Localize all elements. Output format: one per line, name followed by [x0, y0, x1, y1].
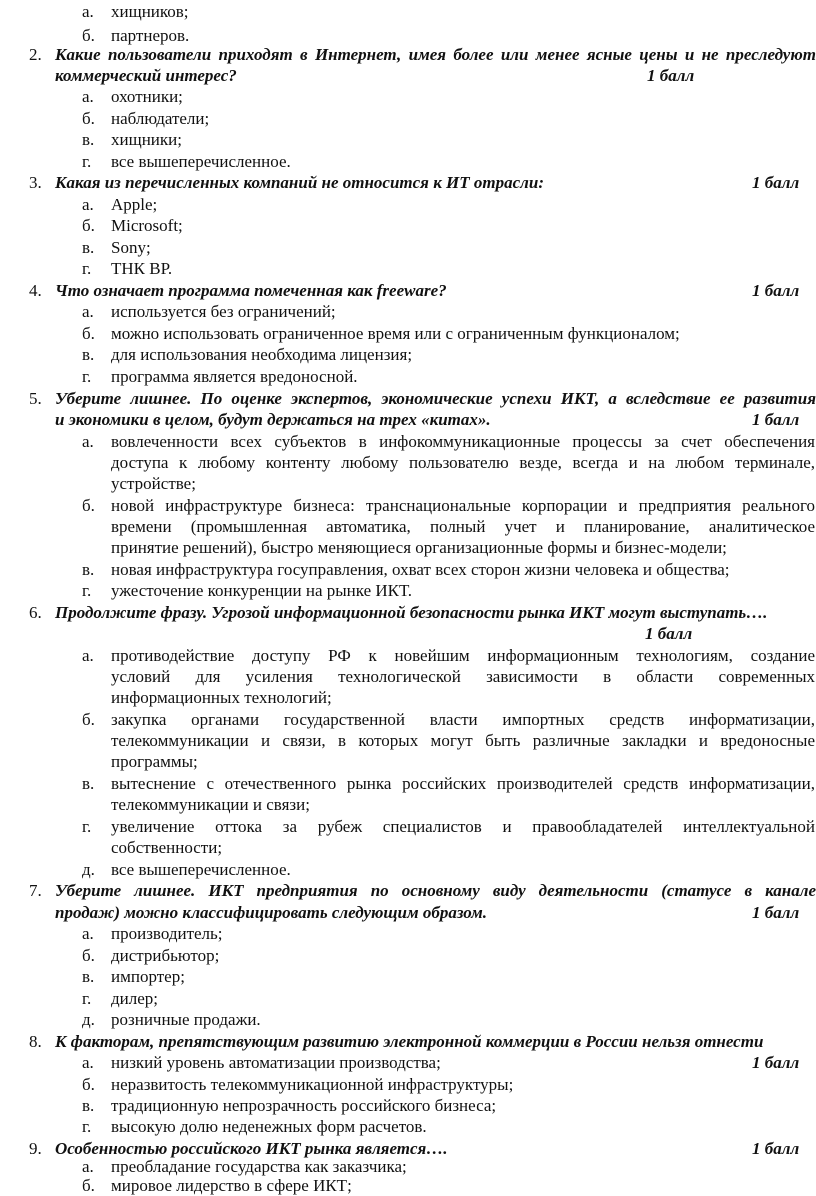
option-letter: в. — [82, 238, 95, 257]
option-text: вовлеченности всех субъектов в инфокоммуникационные процессы за счет обеспечения — [111, 432, 815, 451]
question-text: Особенностью российского ИКТ рынка является…. — [55, 1139, 448, 1158]
option-letter: д. — [82, 860, 95, 879]
points-label: 1 балл — [752, 903, 800, 922]
points-label: 1 балл — [752, 410, 800, 429]
option-text: низкий уровень автоматизации производства; — [111, 1053, 441, 1072]
option-text: дилер; — [111, 989, 158, 1008]
option-text: ТНК ВР. — [111, 259, 173, 278]
question-text: и экономики в целом, будут держаться на трех «китах». — [55, 410, 491, 429]
option-text: неразвитость телекоммуникационной инфраструктуры; — [111, 1075, 514, 1094]
option-text: хищников; — [111, 2, 189, 21]
option-text: ужесточение конкуренции на рынке ИКТ. — [111, 581, 412, 600]
option-letter: б. — [82, 216, 95, 235]
points-label: 1 балл — [752, 281, 800, 300]
question-number: 7. — [29, 881, 42, 900]
question-text: К факторам, препятствующим развитию электронной коммерции в России нельзя отнести — [55, 1032, 764, 1051]
option-text: импортер; — [111, 967, 185, 986]
points-label: 1 балл — [752, 173, 800, 192]
option-letter: а. — [82, 87, 94, 106]
option-letter: б. — [82, 1176, 95, 1195]
option-text: доступа к любому контенту любому пользователю везде, всегда и на любом терминале, — [111, 453, 815, 472]
option-text: программа является вредоносной. — [111, 367, 358, 386]
option-letter: г. — [82, 1117, 92, 1136]
question-number: 2. — [29, 45, 42, 64]
option-letter: г. — [82, 581, 92, 600]
question-text: продаж) можно классифицировать следующим образом. — [55, 903, 488, 922]
option-letter: г. — [82, 259, 92, 278]
option-text: программы; — [111, 752, 198, 771]
option-text: высокую долю неденежных форм расчетов. — [111, 1117, 427, 1136]
option-letter: г. — [82, 817, 92, 836]
option-letter: а. — [82, 195, 94, 214]
option-text: телекоммуникации и связи; — [111, 795, 310, 814]
option-text: для использования необходима лицензия; — [111, 345, 413, 364]
option-text: информационных технологий; — [111, 688, 332, 707]
option-letter: а. — [82, 302, 94, 321]
question-text: Уберите лишнее. По оценке экспертов, экономические успехи ИКТ, а вследствие ее развития — [55, 389, 816, 408]
question-number: 9. — [29, 1139, 42, 1158]
question-number: 8. — [29, 1032, 42, 1051]
points-label: 1 балл — [645, 624, 693, 643]
points-label: 1 балл — [752, 1139, 800, 1158]
option-letter: в. — [82, 345, 95, 364]
option-text: все вышеперечисленное. — [111, 860, 291, 879]
question-number: 3. — [29, 173, 42, 192]
option-text: традиционную непрозрачность российского бизнеса; — [111, 1096, 497, 1115]
option-text: хищники; — [111, 130, 182, 149]
option-letter: б. — [82, 946, 95, 965]
option-text: Microsoft; — [111, 216, 183, 235]
question-text: Какая из перечисленных компаний не относится к ИТ отрасли: — [55, 173, 545, 192]
option-letter: г. — [82, 367, 92, 386]
question-text: Продолжите фразу. Угрозой информационной безопасности рынка ИКТ могут выступать…. — [55, 603, 768, 622]
option-letter: б. — [82, 324, 95, 343]
option-text: розничные продажи. — [111, 1010, 261, 1029]
option-text: Sony; — [111, 238, 151, 257]
option-text: наблюдатели; — [111, 109, 210, 128]
option-letter: б. — [82, 496, 95, 515]
option-text: новая инфраструктура госуправления, охват всех сторон жизни человека и общества; — [111, 560, 730, 579]
option-letter: а. — [82, 646, 94, 665]
option-text: закупка органами государственной власти импортных средств информатизации, — [111, 710, 815, 729]
option-text: мировое лидерство в сфере ИКТ; — [111, 1176, 352, 1195]
question-number: 5. — [29, 389, 42, 408]
question-text: Какие пользователи приходят в Интернет, имея более или менее ясные цены и не преследуют — [55, 45, 816, 64]
option-text: охотники; — [111, 87, 183, 106]
points-label: 1 балл — [647, 66, 695, 85]
option-text: производитель; — [111, 924, 223, 943]
option-text: увеличение оттока за рубеж специалистов и правообладателей интеллектуальной — [111, 817, 815, 836]
option-text: партнеров. — [111, 26, 190, 45]
option-letter: в. — [82, 967, 95, 986]
option-text: условий для усиления технологической зависимости в области современных — [111, 667, 815, 686]
option-letter: а. — [82, 2, 94, 21]
option-letter: а. — [82, 1157, 94, 1176]
option-letter: а. — [82, 432, 94, 451]
option-letter: в. — [82, 130, 95, 149]
option-letter: г. — [82, 989, 92, 1008]
option-letter: а. — [82, 1053, 94, 1072]
option-letter: г. — [82, 152, 92, 171]
option-text: собственности; — [111, 838, 223, 857]
option-text: принятие решений), быстро меняющиеся организационные формы и бизнес-модели; — [111, 538, 727, 557]
option-letter: а. — [82, 924, 94, 943]
option-text: используется без ограничений; — [111, 302, 336, 321]
option-letter: д. — [82, 1010, 95, 1029]
option-text: Apple; — [111, 195, 158, 214]
question-number: 6. — [29, 603, 42, 622]
question-text: коммерческий интерес? — [55, 66, 237, 85]
option-letter: в. — [82, 774, 95, 793]
option-text: преобладание государства как заказчика; — [111, 1157, 407, 1176]
question-text: Уберите лишнее. ИКТ предприятия по основному виду деятельности (статусе в канале — [55, 881, 816, 900]
option-text: времени (промышленная автоматика, полный учет и планирование, аналитическое — [111, 517, 815, 536]
option-letter: в. — [82, 560, 95, 579]
option-text: устройстве; — [111, 474, 196, 493]
option-letter: б. — [82, 109, 95, 128]
question-number: 4. — [29, 281, 42, 300]
option-text: вытеснение с отечественного рынка российских производителей средств информатизации, — [111, 774, 815, 793]
question-text: Что означает программа помеченная как freeware? — [55, 281, 447, 300]
option-letter: в. — [82, 1096, 95, 1115]
option-text: можно использовать ограниченное время или с ограниченным функционалом; — [111, 324, 680, 343]
option-text: противодействие доступу РФ к новейшим информационным технологиям, создание — [111, 646, 815, 665]
option-text: дистрибьютор; — [111, 946, 220, 965]
option-letter: б. — [82, 1075, 95, 1094]
option-text: новой инфраструктуре бизнеса: транснациональные корпорации и предприятия реального — [111, 496, 815, 515]
option-text: все вышеперечисленное. — [111, 152, 291, 171]
option-letter: б. — [82, 710, 95, 729]
points-label: 1 балл — [752, 1053, 800, 1072]
option-text: телекоммуникации и связи, в которых могут быть различные закладки и вредоносные — [111, 731, 815, 750]
option-letter: б. — [82, 26, 95, 45]
